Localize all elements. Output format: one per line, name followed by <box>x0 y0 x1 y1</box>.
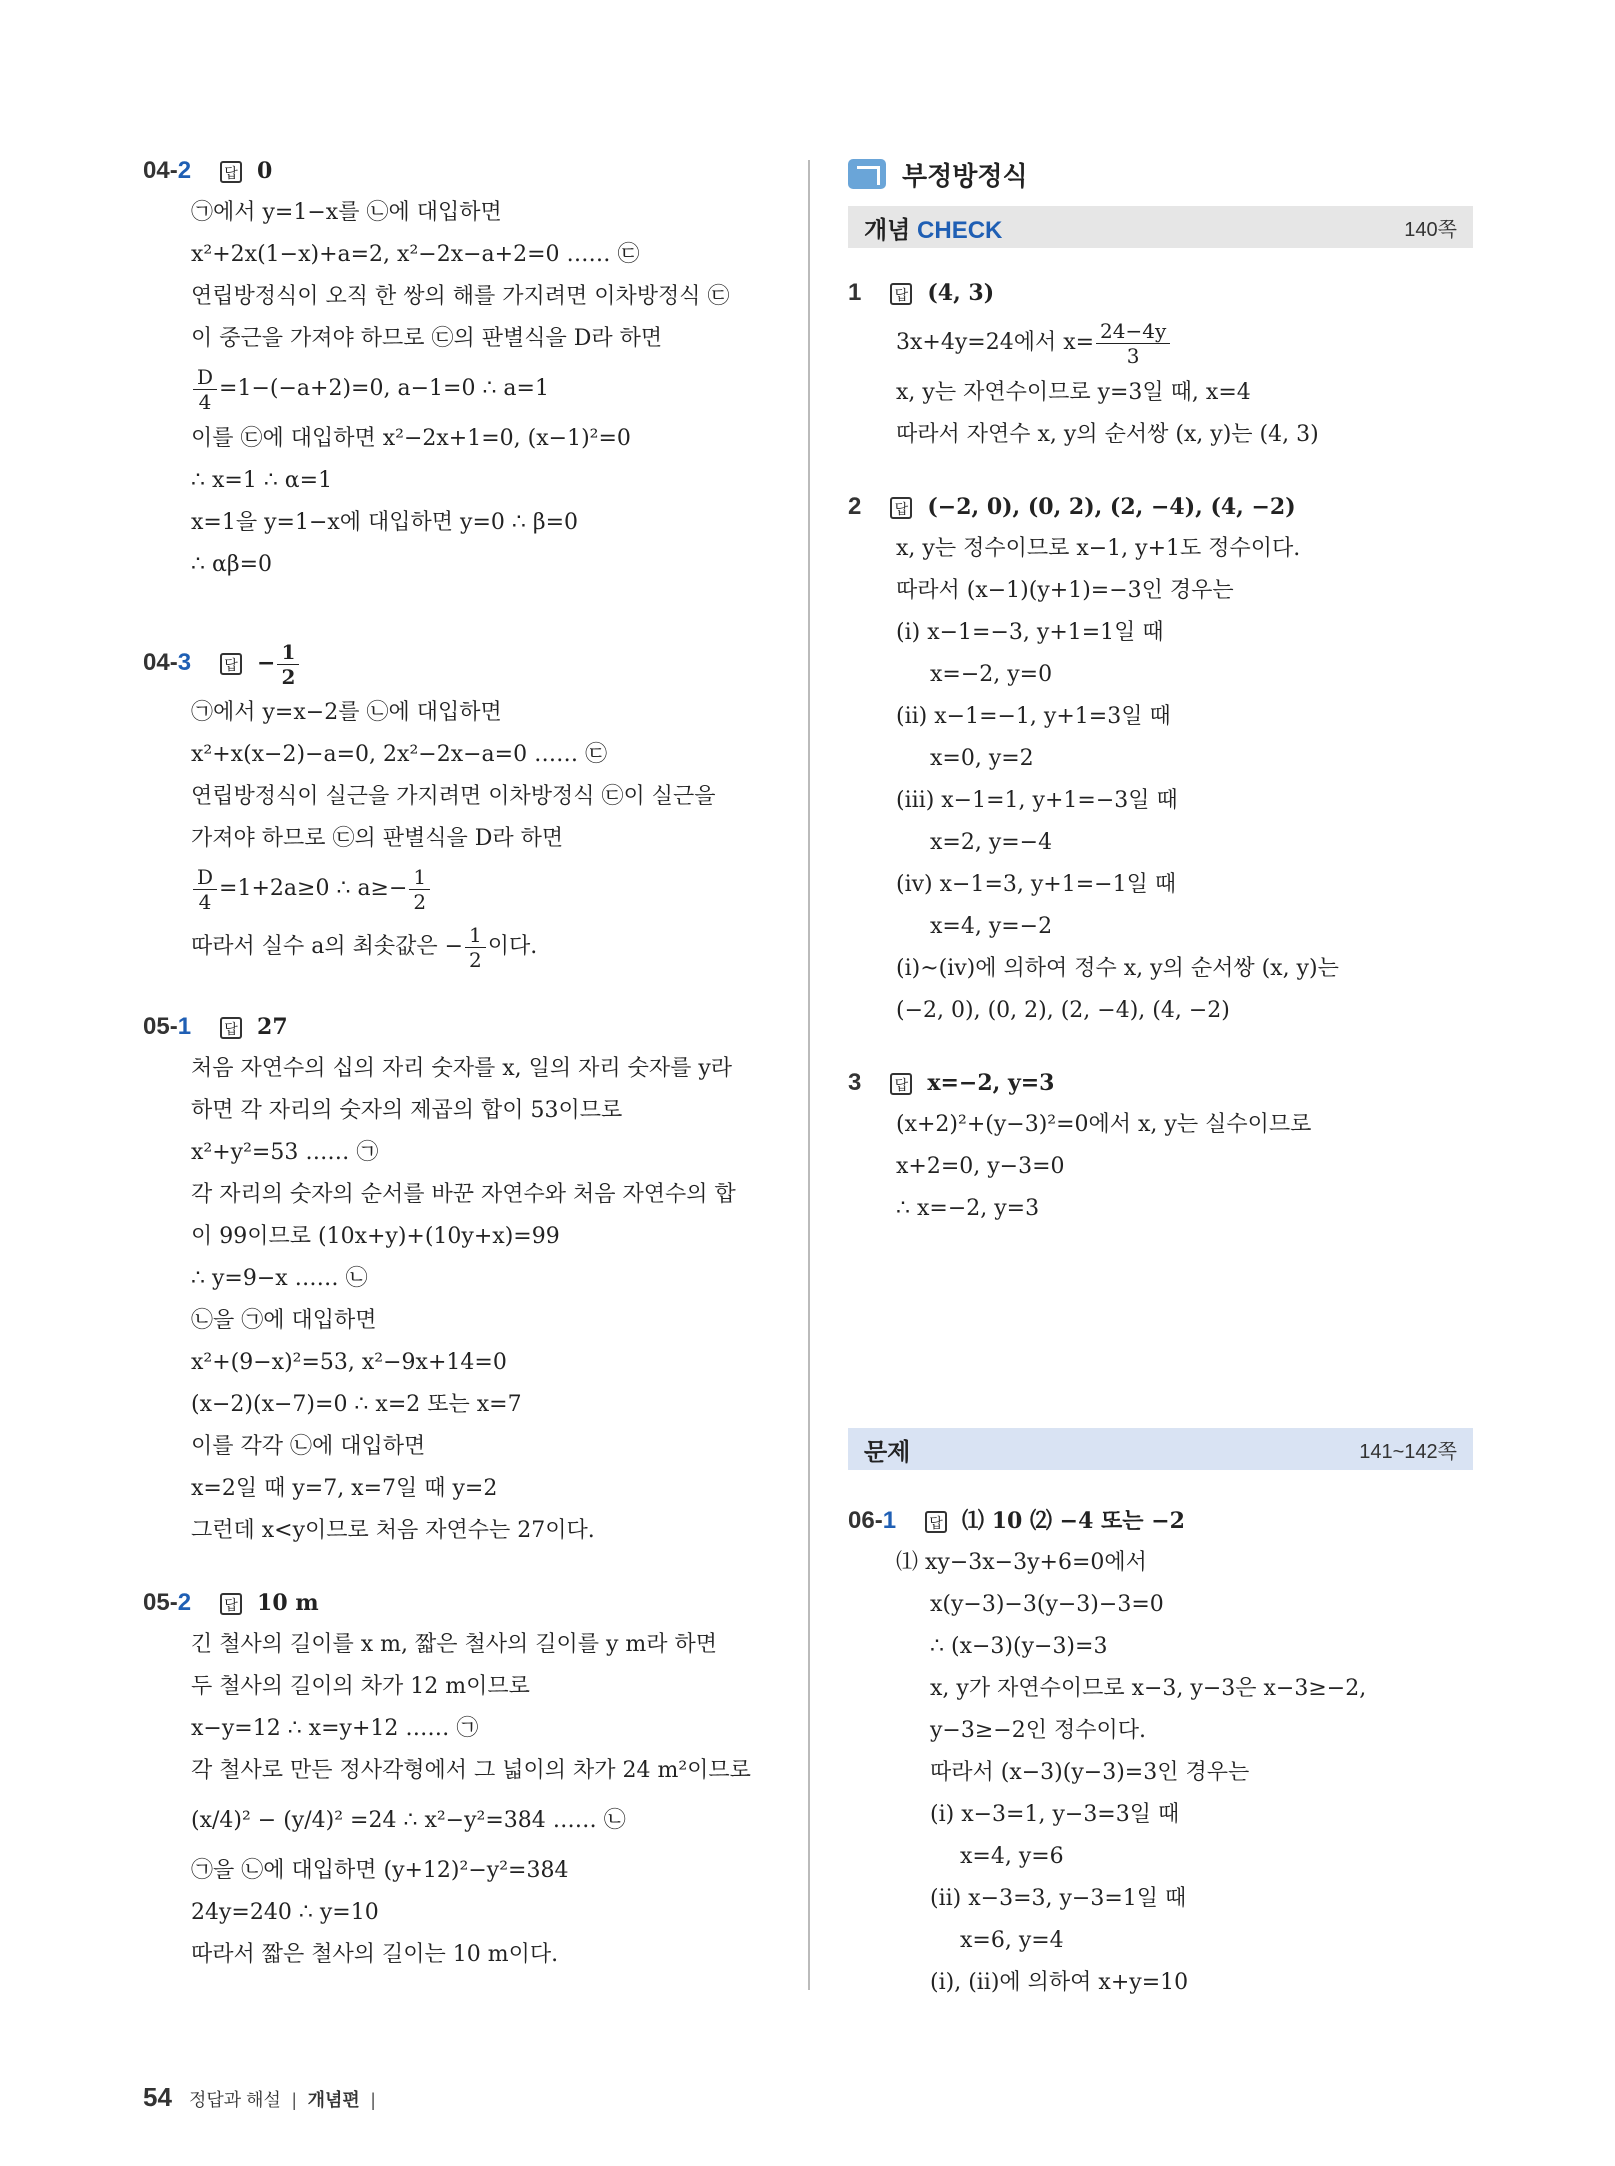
solution-line: 하면 각 자리의 숫자의 제곱의 합이 53이므로 <box>191 1098 623 1123</box>
solution-line: (ⅲ) x−1=1, y+1=−3일 때 <box>896 788 1178 813</box>
answer-label: 답 <box>890 497 912 519</box>
solution-line: (ⅱ) x−1=−1, y+1=3일 때 <box>896 704 1171 729</box>
solution-line: (ⅰ) x−1=−3, y+1=1일 때 <box>896 620 1164 645</box>
solution-line: 이를 ㉢에 대입하면 x²−2x+1=0, (x−1)²=0 <box>191 426 631 451</box>
solution-line: x=6, y=4 <box>960 1928 1064 1953</box>
solution-line: ∴ x=−2, y=3 <box>896 1196 1040 1221</box>
solution-line: 각 철사로 만든 정사각형에서 그 넓이의 차가 24 m²이므로 <box>191 1758 751 1783</box>
solution-line: x=1을 y=1−x에 대입하면 y=0 ∴ β=0 <box>191 510 579 535</box>
problem-number: 2 <box>848 493 862 520</box>
solution-line: ∴ x=1 ∴ α=1 <box>191 468 333 493</box>
solution-line: x=2일 때 y=7, x=7일 때 y=2 <box>191 1476 498 1501</box>
solution-line: (x/4)² − (y/4)² =24 ∴ x²−y²=384 …… ㉡ <box>191 1808 626 1833</box>
solution-line: 이 중근을 가져야 하므로 ㉢의 판별식을 D라 하면 <box>191 326 663 351</box>
solution-line: (ⅰ)~(ⅳ)에 의하여 정수 x, y의 순서쌍 (x, y)는 <box>896 956 1339 981</box>
solution-line: x, y는 정수이므로 x−1, y+1도 정수이다. <box>896 536 1301 561</box>
solution-line: 가져야 하므로 ㉢의 판별식을 D라 하면 <box>191 826 564 851</box>
fraction: $\frac{24-4y}{3}$ <box>1096 319 1170 368</box>
solution-line: x²+x(x−2)−a=0, 2x²−2x−a=0 …… ㉢ <box>191 742 608 767</box>
solution-line: 긴 철사의 길이를 x m, 짧은 철사의 길이를 y m라 하면 <box>191 1632 718 1657</box>
problem-05-2 <box>143 1582 773 1976</box>
answer-value: ⑴ 10 ⑵ −4 또는 −2 <box>962 1508 1185 1534</box>
section-title: 부정방정식 <box>902 160 1028 191</box>
solution-line: (ⅱ) x−3=3, y−3=1일 때 <box>930 1886 1187 1911</box>
solution-line: 처음 자연수의 십의 자리 숫자를 x, 일의 자리 숫자를 y라 <box>191 1056 733 1081</box>
footer-separator: | <box>370 2090 376 2110</box>
solution-line: (ⅰ) x−3=1, y−3=3일 때 <box>930 1802 1180 1827</box>
fraction: $\frac{1}{2}$ <box>409 865 430 914</box>
fraction: $\frac{D}{4}$ <box>193 365 217 414</box>
solution-line: 따라서 (x−1)(y+1)=−3인 경우는 <box>896 578 1234 603</box>
solution-line: 연립방정식이 실근을 가지려면 이차방정식 ㉢이 실근을 <box>191 784 716 809</box>
solution-line: 이를 각각 ㉡에 대입하면 <box>191 1434 426 1459</box>
problem-header <box>143 634 773 692</box>
solution-line: x²+2x(1−x)+a=2, x²−2x−a+2=0 …… ㉢ <box>191 242 640 267</box>
solution-line: ㉠에서 y=x−2를 ㉡에 대입하면 <box>191 700 502 725</box>
solution-line: $\frac{D}{4}$ =1−(−a+2)=0, a−1=0 ∴ a=1 <box>143 360 773 418</box>
problem-number: 04-2 <box>143 157 192 184</box>
page-number: 54 <box>143 2082 172 2112</box>
problem-header <box>848 486 1473 528</box>
solution-line: x, y는 자연수이므로 y=3일 때, x=4 <box>896 380 1251 405</box>
answer-value: (−2, 0), (0, 2), (2, −4), (4, −2) <box>927 494 1296 520</box>
solution-line: 따라서 짧은 철사의 길이는 10 m이다. <box>191 1942 559 1967</box>
solution-line: 연립방정식이 오직 한 쌍의 해를 가지려면 이차방정식 ㉢ <box>191 284 730 309</box>
problem-number: 05-2 <box>143 1589 192 1616</box>
solution-line: ∴ y=9−x …… ㉡ <box>191 1266 368 1291</box>
concept-check-bar <box>848 206 1473 248</box>
answer-value: (4, 3) <box>927 280 995 306</box>
solution-line: 24y=240 ∴ y=10 <box>191 1900 379 1925</box>
solution-line: 이 99이므로 (10x+y)+(10y+x)=99 <box>191 1224 560 1249</box>
solution-line: ㉠을 ㉡에 대입하면 (y+12)²−y²=384 <box>191 1858 569 1883</box>
solution-line: x=0, y=2 <box>930 746 1034 771</box>
problem-bar <box>848 1428 1473 1470</box>
solution-line: x+2=0, y−3=0 <box>896 1154 1065 1179</box>
problem-05-1 <box>143 1006 773 1552</box>
solution-line: (x−2)(x−7)=0 ∴ x=2 또는 x=7 <box>191 1392 522 1417</box>
bar-title: 개념 CHECK <box>864 216 1003 244</box>
solution-line: x=4, y=−2 <box>930 914 1053 939</box>
problem-number: 05-1 <box>143 1013 192 1040</box>
solution-line: x(y−3)−3(y−3)−3=0 <box>930 1592 1164 1617</box>
solution-line: (x+2)²+(y−3)²=0에서 x, y는 실수이므로 <box>896 1112 1312 1137</box>
solution-line: (ⅳ) x−1=3, y+1=−1일 때 <box>896 872 1177 897</box>
solution-line: x−y=12 ∴ x=y+12 …… ㉠ <box>191 1716 479 1741</box>
answer-label: 답 <box>220 161 242 183</box>
answer-label: 답 <box>890 283 912 305</box>
answer-value: 10 m <box>257 1590 319 1616</box>
page-footer <box>143 2082 381 2113</box>
answer-value: 27 <box>257 1014 288 1040</box>
solution-line: x=−2, y=0 <box>930 662 1053 687</box>
solution-line: (−2, 0), (0, 2), (2, −4), (4, −2) <box>896 998 1230 1023</box>
answer-label: 답 <box>890 1073 912 1095</box>
answer-value: 0 <box>257 158 273 184</box>
solution-line: 두 철사의 길이의 차가 12 m이므로 <box>191 1674 530 1699</box>
question-3 <box>848 1062 1473 1230</box>
problem-number: 04-3 <box>143 649 192 676</box>
solution-line: ∴ (x−3)(y−3)=3 <box>930 1634 1108 1659</box>
problem-header <box>848 272 1473 314</box>
solution-line: x, y가 자연수이므로 x−3, y−3은 x−3≥−2, <box>930 1676 1367 1701</box>
fraction: $\frac{D}{4}$ <box>193 865 217 914</box>
problem-06-1 <box>848 1500 1473 2004</box>
solution-line: x²+(9−x)²=53, x²−9x+14=0 <box>191 1350 507 1375</box>
solution-line: x=2, y=−4 <box>930 830 1053 855</box>
solution-line: 각 자리의 숫자의 순서를 바꾼 자연수와 처음 자연수의 합 <box>191 1182 736 1207</box>
answer-label: 답 <box>925 1511 947 1533</box>
problem-header <box>143 1582 773 1624</box>
answer-value: − $\frac{1}{2}$ <box>257 650 301 676</box>
solution-line: y−3≥−2인 정수이다. <box>930 1718 1146 1743</box>
section-header <box>848 150 1473 198</box>
solution-line: 따라서 실수 a의 최솟값은 − $\frac{1}{2}$ 이다. <box>191 922 538 972</box>
answer-value: x=−2, y=3 <box>927 1070 1055 1096</box>
problem-number: 3 <box>848 1069 862 1096</box>
question-1 <box>848 272 1473 456</box>
left-column <box>143 150 773 1976</box>
answer-label: 답 <box>220 653 242 675</box>
solution-line: x=4, y=6 <box>960 1844 1064 1869</box>
column-divider <box>808 160 810 1990</box>
solution-line: ⑴ xy−3x−3y+6=0에서 <box>896 1550 1147 1575</box>
problem-header <box>143 150 773 192</box>
answer-label: 답 <box>220 1017 242 1039</box>
right-column <box>848 150 1473 2004</box>
solution-line: ㉠에서 y=1−x를 ㉡에 대입하면 <box>191 200 502 225</box>
problem-number: 06-1 <box>848 1507 897 1534</box>
bar-title: 문제 <box>864 1438 911 1466</box>
book-part: 개념편 <box>307 2090 360 2110</box>
solution-line: x²+y²=53 …… ㉠ <box>191 1140 379 1165</box>
solution-line: $\frac{D}{4}$ =1+2a≥0 ∴ a≥− $\frac{1}{2}$ <box>143 860 773 918</box>
section-number-icon <box>848 159 886 189</box>
problem-04-3 <box>143 634 773 976</box>
page-reference: 140쪽 <box>1404 218 1457 241</box>
solution-line: ㉡을 ㉠에 대입하면 <box>191 1308 377 1333</box>
problem-header <box>848 1500 1473 1542</box>
solution-line: (ⅰ), (ⅱ)에 의하여 x+y=10 <box>930 1970 1189 1995</box>
footer-separator: | <box>291 2090 297 2110</box>
answer-label: 답 <box>220 1593 242 1615</box>
fraction: $\frac{1}{2}$ <box>465 923 486 972</box>
solution-line: 따라서 자연수 x, y의 순서쌍 (x, y)는 (4, 3) <box>896 422 1319 447</box>
solution-line: ∴ αβ=0 <box>191 552 272 577</box>
problem-04-2 <box>143 150 773 586</box>
solution-line: 그런데 x<y이므로 처음 자연수는 27이다. <box>191 1518 595 1543</box>
question-2 <box>848 486 1473 1032</box>
solution-line: 따라서 (x−3)(y−3)=3인 경우는 <box>930 1760 1250 1785</box>
book-title: 정답과 해설 <box>188 2090 281 2110</box>
solution-line: 3x+4y=24에서 x= $\frac{24-4y}{3}$ <box>848 314 1473 372</box>
page-reference: 141~142쪽 <box>1359 1440 1457 1463</box>
problem-header <box>143 1006 773 1048</box>
problem-number: 1 <box>848 279 862 306</box>
problem-header <box>848 1062 1473 1104</box>
